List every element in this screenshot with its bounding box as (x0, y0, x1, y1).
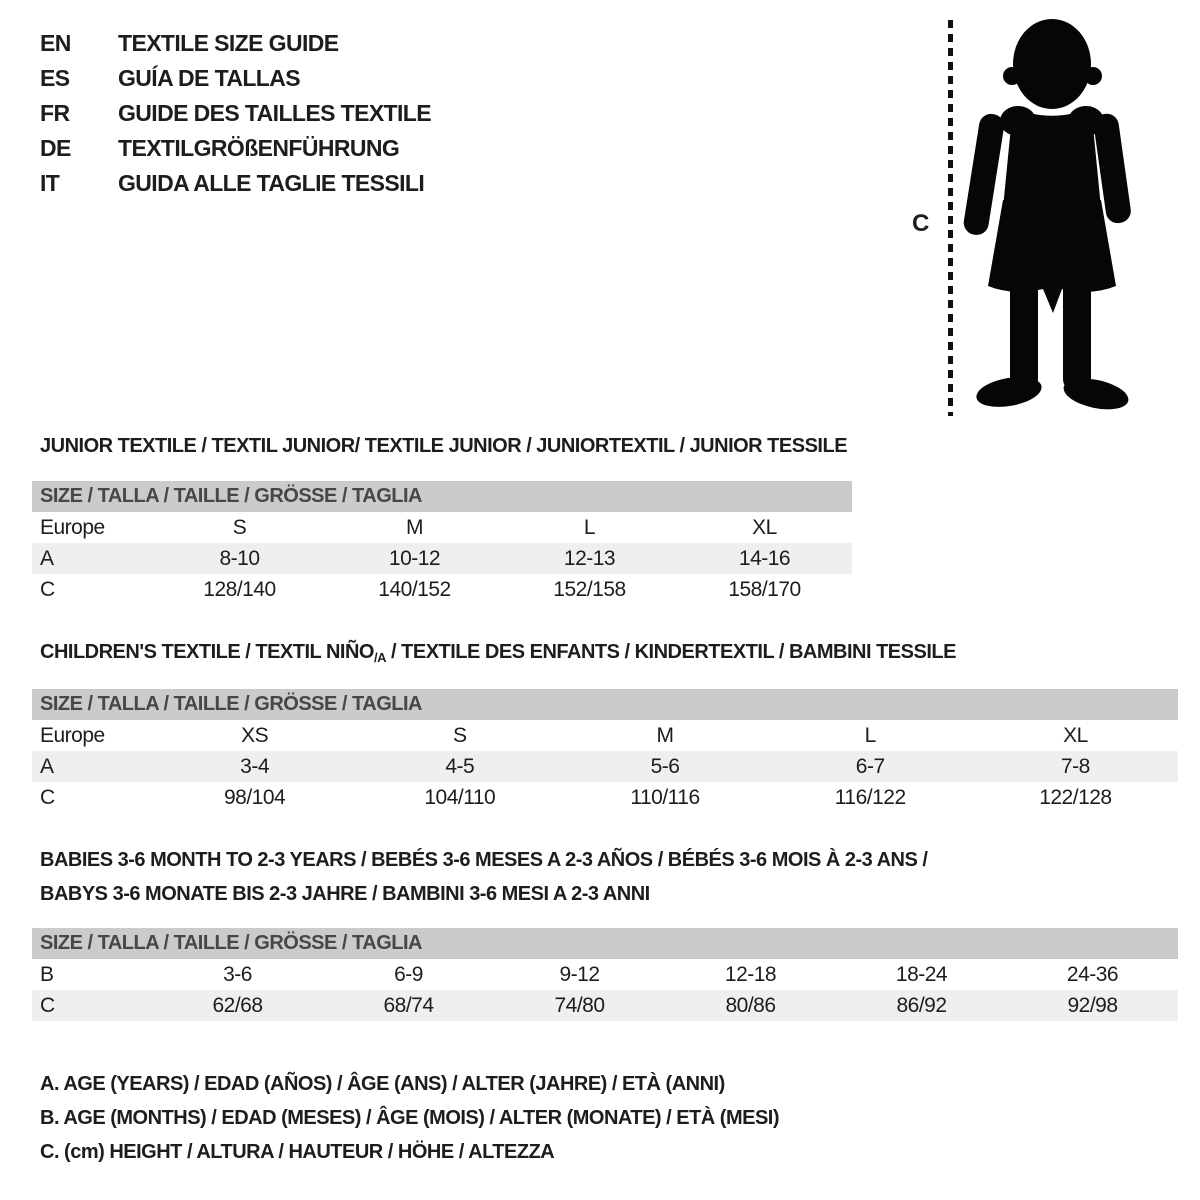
language-row-fr (40, 96, 431, 131)
age-cell: 6-9 (394, 962, 423, 986)
age-cell: 12-13 (563, 546, 616, 570)
height-cell: 158/170 (728, 577, 801, 601)
guide-title-en: TEXTILE SIZE GUIDE (118, 30, 339, 56)
table-row-age-years (32, 751, 1178, 782)
size-cell: L (864, 723, 876, 747)
table-row-age-years (32, 543, 852, 574)
junior-section-title: JUNIOR TEXTILE / TEXTIL JUNIOR/ TEXTILE JUNIOR / JUNIORTEXTIL / JUNIOR TESSILE (40, 435, 848, 457)
height-cell: 86/92 (896, 993, 947, 1017)
height-cell: 62/68 (212, 993, 263, 1017)
height-cell: 104/110 (424, 785, 496, 809)
age-cell: 4-5 (445, 754, 475, 778)
guide-title-es: GUÍA DE TALLAS (118, 65, 300, 91)
row-label: C (40, 785, 55, 809)
age-cell: 10-12 (388, 546, 441, 570)
height-cell: 110/116 (630, 785, 700, 809)
language-code: EN (40, 30, 71, 56)
guide-title-de: TEXTILGRÖßENFÜHRUNG (118, 135, 400, 161)
language-row-de (40, 131, 431, 166)
height-cell: 152/158 (553, 577, 626, 601)
row-label: Europe (40, 515, 105, 539)
row-label: B (40, 962, 54, 986)
table-row-height-cm (32, 574, 852, 605)
age-cell: 7-8 (1060, 754, 1090, 778)
age-cell: 3-6 (223, 962, 252, 986)
table-row-height-cm (32, 782, 1178, 813)
size-cell: M (406, 515, 423, 539)
children-section-title (40, 640, 956, 666)
size-cell: S (232, 515, 247, 539)
height-measure-label: C (912, 210, 930, 237)
height-cell: 68/74 (383, 993, 434, 1017)
age-cell: 24-36 (1066, 962, 1119, 986)
size-cell: XL (1063, 723, 1088, 747)
language-code: DE (40, 135, 71, 161)
size-cell: L (583, 515, 596, 539)
height-cell: 116/122 (834, 785, 906, 809)
language-row-en (40, 26, 431, 61)
children-title-pre: CHILDREN'S TEXTILE / TEXTIL NIÑO (40, 641, 374, 663)
size-header-band: SIZE / TALLA / TAILLE / GRÖSSE / TAGLIA (32, 928, 1178, 959)
junior-size-table (32, 481, 852, 605)
age-cell: 9-12 (559, 962, 600, 986)
table-row-europe (32, 720, 1178, 751)
legend-age-years: A. AGE (YEARS) / EDAD (AÑOS) / ÂGE (ANS) / ALTER (JAHRE) / ETÀ (ANNI) (40, 1073, 725, 1095)
age-cell: 8-10 (219, 546, 260, 570)
language-row-it (40, 166, 431, 201)
size-header-band: SIZE / TALLA / TAILLE / GRÖSSE / TAGLIA (32, 689, 1178, 720)
age-cell: 12-18 (724, 962, 777, 986)
height-cell: 80/86 (725, 993, 776, 1017)
height-cell: 128/140 (203, 577, 276, 601)
height-cell: 74/80 (554, 993, 605, 1017)
language-code: IT (40, 170, 60, 196)
height-cell: 122/128 (1039, 785, 1112, 809)
age-cell: 14-16 (738, 546, 791, 570)
language-code: ES (40, 65, 70, 91)
children-title-post: / TEXTILE DES ENFANTS / KINDERTEXTIL / BAMBINI TESSILE (385, 641, 956, 663)
height-measure-dashed-line (948, 20, 953, 416)
guide-title-it: GUIDA ALLE TAGLIE TESSILI (118, 170, 425, 196)
age-cell: 18-24 (895, 962, 948, 986)
size-cell: S (453, 723, 467, 747)
table-row-age-months (32, 959, 1178, 990)
row-label: C (40, 993, 55, 1017)
legend-height-cm: C. (cm) HEIGHT / ALTURA / HAUTEUR / HÖHE / ALTEZZA (40, 1141, 555, 1163)
height-cell: 140/152 (378, 577, 451, 601)
size-cell: XL (752, 515, 777, 539)
age-cell: 3-4 (240, 754, 270, 778)
row-label: A (40, 754, 54, 778)
size-header-band: SIZE / TALLA / TAILLE / GRÖSSE / TAGLIA (32, 481, 852, 512)
size-cell: M (656, 723, 674, 747)
language-code: FR (40, 100, 70, 126)
row-label: Europe (40, 723, 105, 747)
table-row-height-cm (32, 990, 1178, 1021)
language-title-list (40, 26, 431, 201)
language-row-es (40, 61, 431, 96)
babies-section-title-line1: BABIES 3-6 MONTH TO 2-3 YEARS / BEBÉS 3-6 MESES A 2-3 AÑOS / BÉBÉS 3-6 MOIS À 2-3 ANS / (40, 849, 928, 871)
row-label: C (40, 577, 55, 601)
children-title-subscript: /A (373, 650, 386, 665)
height-cell: 92/98 (1067, 993, 1118, 1017)
row-label: A (40, 546, 54, 570)
table-row-europe (32, 512, 852, 543)
height-cell: 98/104 (223, 785, 286, 809)
size-cell: XS (241, 723, 269, 747)
guide-title-fr: GUIDE DES TAILLES TEXTILE (118, 100, 431, 126)
children-size-table (32, 689, 1178, 813)
babies-size-table (32, 928, 1178, 1021)
toddler-silhouette (963, 16, 1135, 418)
legend-age-months: B. AGE (MONTHS) / EDAD (MESES) / ÂGE (MOIS) / ALTER (MONATE) / ETÀ (MESI) (40, 1107, 780, 1129)
babies-section-title-line2: BABYS 3-6 MONATE BIS 2-3 JAHRE / BAMBINI 3-6 MESI A 2-3 ANNI (40, 883, 650, 905)
age-cell: 6-7 (855, 754, 885, 778)
age-cell: 5-6 (650, 754, 680, 778)
